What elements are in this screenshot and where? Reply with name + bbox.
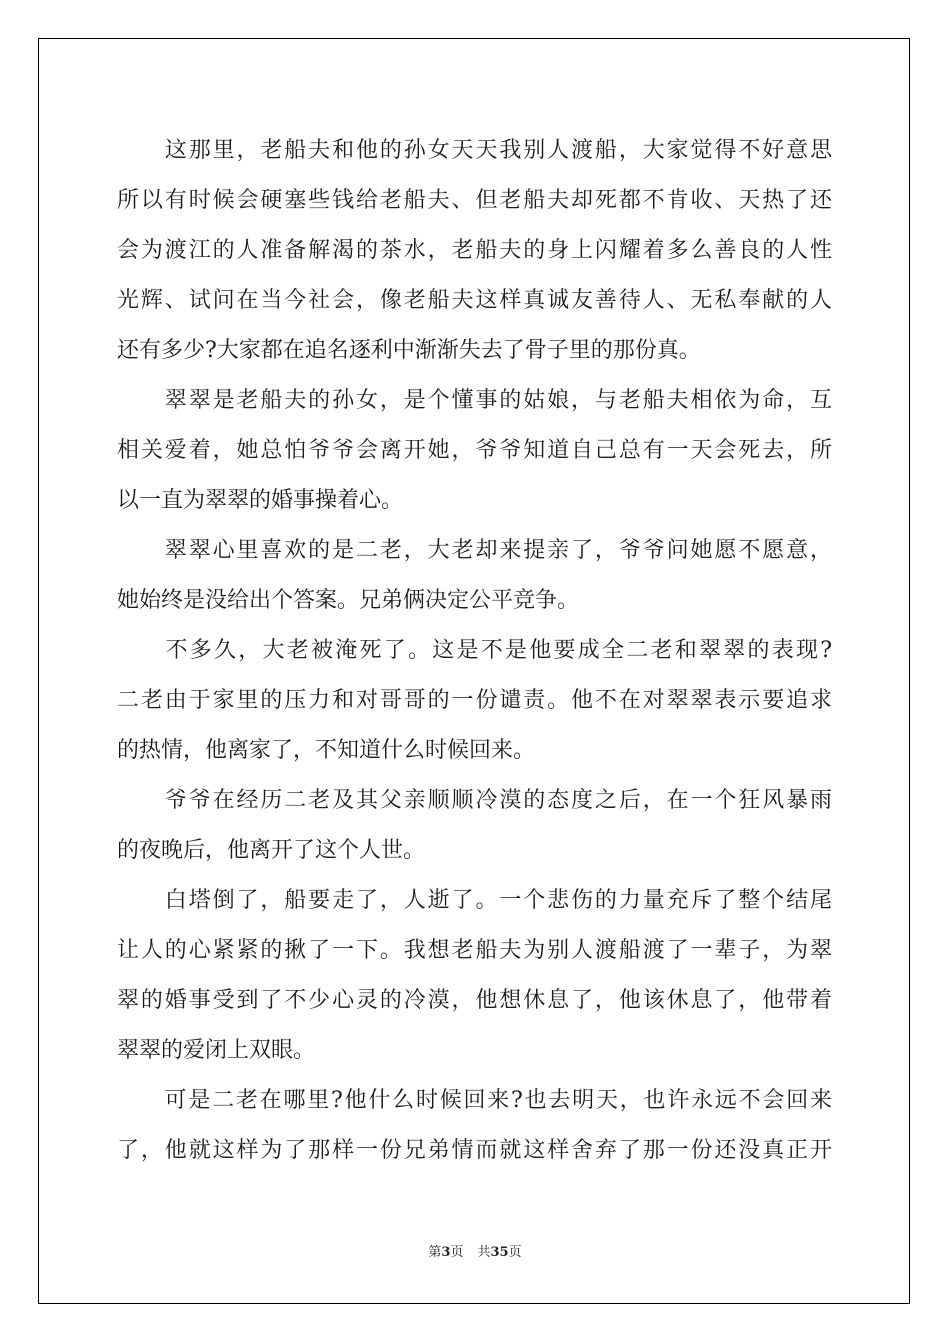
text-line: 光辉、试问在当今社会，像老船夫这样真诚友善待人、无私奉献的人: [117, 288, 832, 313]
text-line: 不多久，大老被淹死了。这是不是他要成全二老和翠翠的表现?: [117, 638, 832, 663]
text-line: 翠的婚事受到了不少心灵的冷漠，他想休息了，他该休息了，他带着: [117, 988, 832, 1013]
text-line: 相关爱着，她总怕爷爷会离开她，爷爷知道自己总有一天会死去，所: [117, 438, 832, 463]
text-line: 翠翠的爱闭上双眼。: [117, 1038, 316, 1063]
page-prefix: 第: [428, 1245, 442, 1260]
text-line: 的夜晚后，他离开了这个人世。: [117, 838, 426, 863]
text-line: 让人的心紧紧的揪了一下。我想老船夫为别人渡船渡了一辈子，为翠: [117, 938, 832, 963]
total-suffix: 页: [508, 1245, 522, 1260]
text-line: 会为渡江的人准备解渴的茶水，老船夫的身上闪耀着多么善良的人性: [117, 238, 832, 263]
text-line: 白塔倒了，船要走了，人逝了。一个悲伤的力量充斥了整个结尾: [117, 888, 832, 913]
text-line: 以一直为翠翠的婚事操着心。: [117, 488, 404, 513]
page-number: 3: [441, 1245, 451, 1260]
text-line: 还有多少?大家都在追名逐利中渐渐失去了骨子里的那份真。: [117, 338, 701, 363]
text-line: 的热情，他离家了，不知道什么时候回来。: [117, 738, 536, 763]
total-prefix: 共: [477, 1245, 491, 1260]
total-pages: 35: [490, 1245, 509, 1260]
page-footer: [0, 1244, 950, 1262]
text-line: 翠翠心里喜欢的是二老，大老却来提亲了，爷爷问她愿不愿意，: [117, 538, 832, 563]
page-suffix: 页: [450, 1245, 464, 1260]
text-line: 二老由于家里的压力和对哥哥的一份谴责。他不在对翠翠表示要追求: [117, 688, 832, 713]
text-line: 了，他就这样为了那样一份兄弟情而就这样舍弃了那一份还没真正开: [117, 1138, 832, 1163]
text-line: 可是二老在哪里?他什么时候回来?也去明天，也许永远不会回来: [117, 1088, 832, 1113]
text-line: 爷爷在经历二老及其父亲顺顺冷漠的态度之后，在一个狂风暴雨: [117, 788, 832, 813]
text-line: 这那里，老船夫和他的孙女天天我别人渡船，大家觉得不好意思: [117, 138, 832, 163]
text-line: 她始终是没给出个答案。兄弟俩决定公平竞争。: [117, 588, 580, 613]
text-line: 翠翠是老船夫的孙女，是个懂事的姑娘，与老船夫相依为命，互: [117, 388, 832, 413]
text-line: 所以有时候会硬塞些钱给老船夫、但老船夫却死都不肯收、天热了还: [117, 188, 832, 213]
